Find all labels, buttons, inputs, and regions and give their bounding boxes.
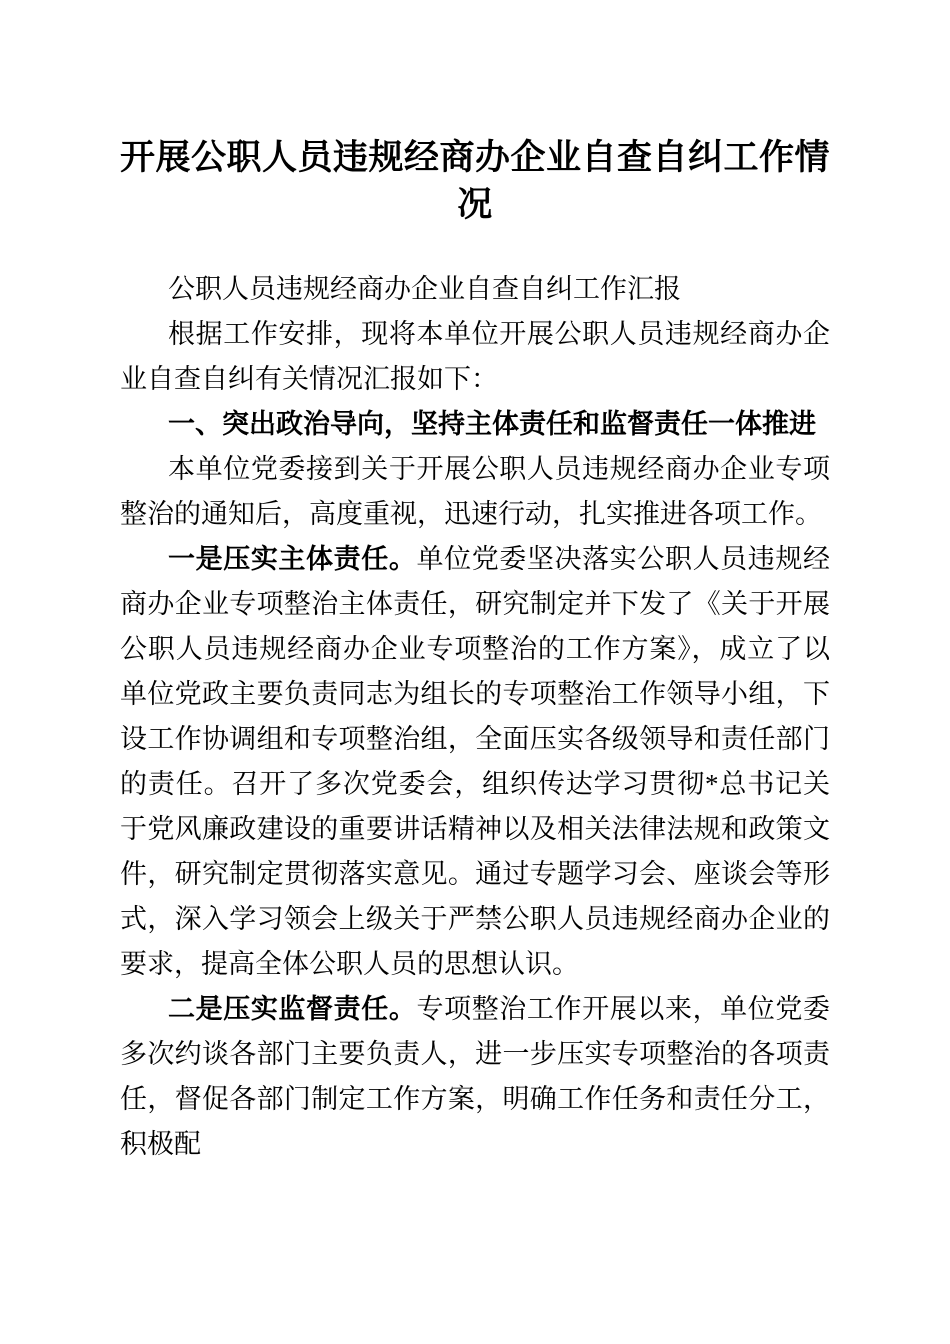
paragraph-text: 根据工作安排，现将本单位开展公职人员违规经商办企业自查自纠有关情况汇报如下： <box>120 319 830 394</box>
paragraph-text: 公职人员违规经商办企业自查自纠工作汇报 <box>168 274 681 304</box>
document-body <box>120 267 830 1167</box>
paragraph <box>120 537 830 987</box>
paragraph <box>120 312 830 402</box>
paragraph <box>120 447 830 537</box>
paragraph-lead-bold: 二是压实监督责任。 <box>168 994 417 1024</box>
document-title: 开展公职人员违规经商办企业自查自纠工作情况 <box>120 138 831 224</box>
section-heading <box>120 402 830 447</box>
paragraph-lead-bold: 一是压实主体责任。 <box>168 544 417 574</box>
paragraph-text: 专项整治工作开展以来，单位党委多次约谈各部门主要负责人，进一步压实专项整治的各项责任，督促各部门制定工作方案，明确工作任务和责任分工，积极配 <box>120 994 831 1159</box>
paragraph <box>120 987 830 1167</box>
paragraph-text: 一、突出政治导向，坚持主体责任和监督责任一体推进 <box>168 409 816 439</box>
paragraph-text: 单位党委坚决落实公职人员违规经商办企业专项整治主体责任，研究制定并下发了《关于开展公职人员违规经商办企业专项整治的工作方案》，成立了以单位党政主要负责同志为组长的专项整治工作领导小组，下设工作协调组和专项整治组，全面压实各级领导和责任部门的责任。召开了多次党委会，组织传达学习贯彻*总书记关于党风廉政建设的重要讲话精神以及相关法律法规和政策文件，研究制定贯彻落实意见。通过专题学习会、座谈会等形式，深入学习领会上级关于严禁公职人员违规经商办企业的要求，提高全体公职人员的思想认识。 <box>120 544 831 979</box>
paragraph-text: 本单位党委接到关于开展公职人员违规经商办企业专项整治的通知后，高度重视，迅速行动，扎实推进各项工作。 <box>120 454 830 529</box>
paragraph <box>120 267 830 312</box>
